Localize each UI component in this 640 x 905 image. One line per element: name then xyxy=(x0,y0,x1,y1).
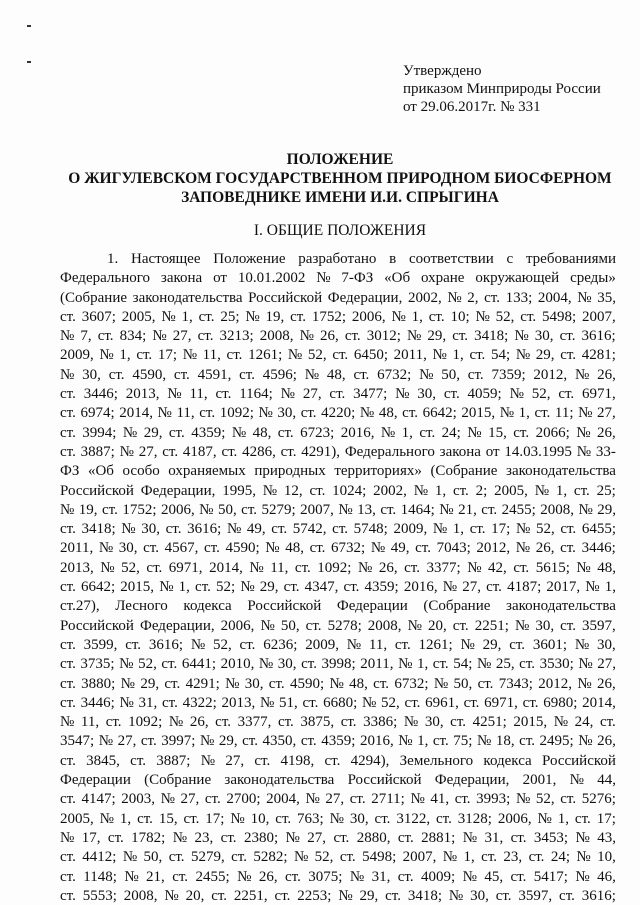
scan-artifact-mark xyxy=(27,25,31,27)
body-text-line: ст. 5553; 2008, № 20, ст. 2251, ст. 2253; № 29, ст. 3418; № 30, ст. 3597, ст. 3616; xyxy=(60,887,616,904)
body-text-line: Российской Федерации, 2006, № 50, ст. 5278; 2008, № 20, ст. 2251; № 30, ст. 3597, xyxy=(60,617,616,634)
body-text-line: (Собрание законодательства Российской Федерации, 2002, № 2, ст. 133; 2004, № 35, xyxy=(60,289,616,306)
approval-line-date-number: от 29.06.2017г. № 331 xyxy=(403,99,541,115)
body-text-line: № 19, ст. 1752; 2006, № 50, ст. 5279; 2007, № 13, ст. 1464; № 21, ст. 2455; 2008, № 29, xyxy=(60,501,616,518)
document-title xyxy=(60,150,620,207)
body-text-line: ст. 3446; № 31, ст. 4322; 2013, № 51, ст. 6680; № 52, ст. 6961, ст. 6971, ст. 6980; 2014, xyxy=(60,694,616,711)
body-text-line: ст. 3880; № 29, ст. 4291; № 30, ст. 4590; № 48, ст. 6732; № 50, ст. 7343; 2012, № 26, xyxy=(60,675,616,692)
body-text-line: ст.27), Лесного кодекса Российской Федерации (Собрание законодательства xyxy=(60,598,616,615)
body-text-line: ст. 3994; № 29, ст. 4359; № 48, ст. 6723; 2016, № 1, ст. 24; № 15, ст. 2066; № 26, xyxy=(60,424,616,441)
body-text-line: 2009, № 1, ст. 17; № 11, ст. 1261; № 52, ст. 6450; 2011, № 1, ст. 54; № 29, ст. 4281; xyxy=(60,347,616,364)
body-text-line: 2005, № 1, ст. 15, ст. 17; № 10, ст. 763; № 30, ст. 3122, ст. 3128; 2006, № 1, ст. 17; xyxy=(60,810,616,827)
body-text-line: ст. 6642; 2015, № 1, ст. 52; № 29, ст. 4347, ст. 4359; 2016, № 27, ст. 4187; 2017, № 1, xyxy=(60,579,616,596)
body-text-line: Российской Федерации, 1995, № 12, ст. 1024; 2002, № 1, ст. 2; 2005, № 1, ст. 25; xyxy=(60,482,616,499)
approval-stamp-block xyxy=(403,62,601,116)
body-text-line: ст. 3418; № 30, ст. 3616; № 49, ст. 5742, ст. 5748; 2009, № 1, ст. 17; № 52, ст. 6455; xyxy=(60,521,616,538)
body-text-line: ст. 3607; 2005, № 1, ст. 25; № 19, ст. 1752; 2006, № 1, ст. 10; № 52, ст. 5498; 2007, xyxy=(60,308,616,325)
body-text-line: 2011, № 30, ст. 4567, ст. 4590; № 48, ст. 6732; № 49, ст. 7043; 2012, № 26, ст. 3446; xyxy=(60,540,616,557)
body-text-line: ст. 3599, ст. 3616; № 52, ст. 6236; 2009, № 11, ст. 1261; № 29, ст. 3601; № 30, xyxy=(60,636,616,653)
body-text-line: № 7, ст. 834; № 27, ст. 3213; 2008, № 26, ст. 3012; № 29, ст. 3418; № 30, ст. 3616; xyxy=(60,328,616,345)
title-line-3: ЗАПОВЕДНИКЕ ИМЕНИ И.И. СПРЫГИНА xyxy=(181,189,499,206)
body-text-line: ст. 4147; 2003, № 27, ст. 2700; 2004, № 27, ст. 2711; № 41, ст. 3993; № 52, ст. 5276; xyxy=(60,791,616,808)
body-text-line: ФЗ «Об особо охраняемых природных территориях» (Собрание законодательства xyxy=(60,463,616,480)
body-text-line: ст. 4412; № 50, ст. 5279, ст. 5282; № 52, ст. 5498; 2007, № 1, ст. 23, ст. 24; № 10, xyxy=(60,849,616,866)
body-text-line: ст. 3845, ст. 3887; № 27, ст. 4198, ст. 4294), Земельного кодекса Российской xyxy=(60,752,616,769)
body-paragraph xyxy=(60,250,616,905)
scan-artifact-mark xyxy=(27,61,31,63)
body-text-line: ст. 3446; 2013, № 11, ст. 1164; № 27, ст. 3477; № 30, ст. 4059; № 52, ст. 6971, xyxy=(60,386,616,403)
approval-line-approved: Утверждено xyxy=(403,63,482,79)
body-text-line: № 17, ст. 1782; № 23, ст. 2380; № 27, ст. 2880, ст. 2881; № 31, ст. 3453; № 43, xyxy=(60,829,616,846)
body-text-line: Федерального закона от 10.01.2002 № 7-ФЗ «Об охране окружающей среды» xyxy=(60,270,616,287)
body-text-line: № 30, ст. 4590, ст. 4591, ст. 4596; № 48, ст. 6732; № 50, ст. 7359; 2012, № 26, xyxy=(60,366,616,383)
body-text-line: 1. Настоящее Положение разработано в соответствии с требованиями xyxy=(107,251,616,267)
body-text-line: ст. 3887; № 27, ст. 4187, ст. 4286, ст. 4291), Федерального закона от 14.03.1995 № 33- xyxy=(60,443,616,460)
approval-line-order: приказом Минприроды России xyxy=(403,81,601,97)
body-text-line: Федерации (Собрание законодательства Российской Федерации, 2001, № 44, xyxy=(60,772,616,789)
body-text-line: ст. 1148; № 21, ст. 2455; № 26, ст. 3075; № 31, ст. 4009; № 45, ст. 5417; № 46, xyxy=(60,868,616,885)
body-text-line: 2013, № 52, ст. 6971, 2014, № 11, ст. 1092; № 26, ст. 3377; № 42, ст. 5615; № 48, xyxy=(60,559,616,576)
body-text-line: ст. 6974; 2014, № 11, ст. 1092; № 30, ст. 4220; № 48, ст. 6642; 2015, № 1, ст. 11; № 27, xyxy=(60,405,616,422)
title-line-1: ПОЛОЖЕНИЕ xyxy=(286,151,394,168)
body-text-line: № 11, ст. 1092; № 26, ст. 3377, ст. 3875, ст. 3386; № 30, ст. 4251; 2015, № 24, ст. xyxy=(60,714,616,731)
body-text-line: 3547; № 27, ст. 3997; № 29, ст. 4350, ст. 4359; 2016, № 1, ст. 75; № 18, ст. 2495; № 26, xyxy=(60,733,616,750)
section-heading: I. ОБЩИЕ ПОЛОЖЕНИЯ xyxy=(253,222,427,239)
title-line-2: О ЖИГУЛЕВСКОМ ГОСУДАРСТВЕННОМ ПРИРОДНОМ БИОСФЕРНОМ xyxy=(68,170,612,187)
body-text-line: ст. 3735; № 52, ст. 6441; 2010, № 30, ст. 3998; 2011, № 1, ст. 54; № 25, ст. 3530; № 27, xyxy=(60,656,616,673)
